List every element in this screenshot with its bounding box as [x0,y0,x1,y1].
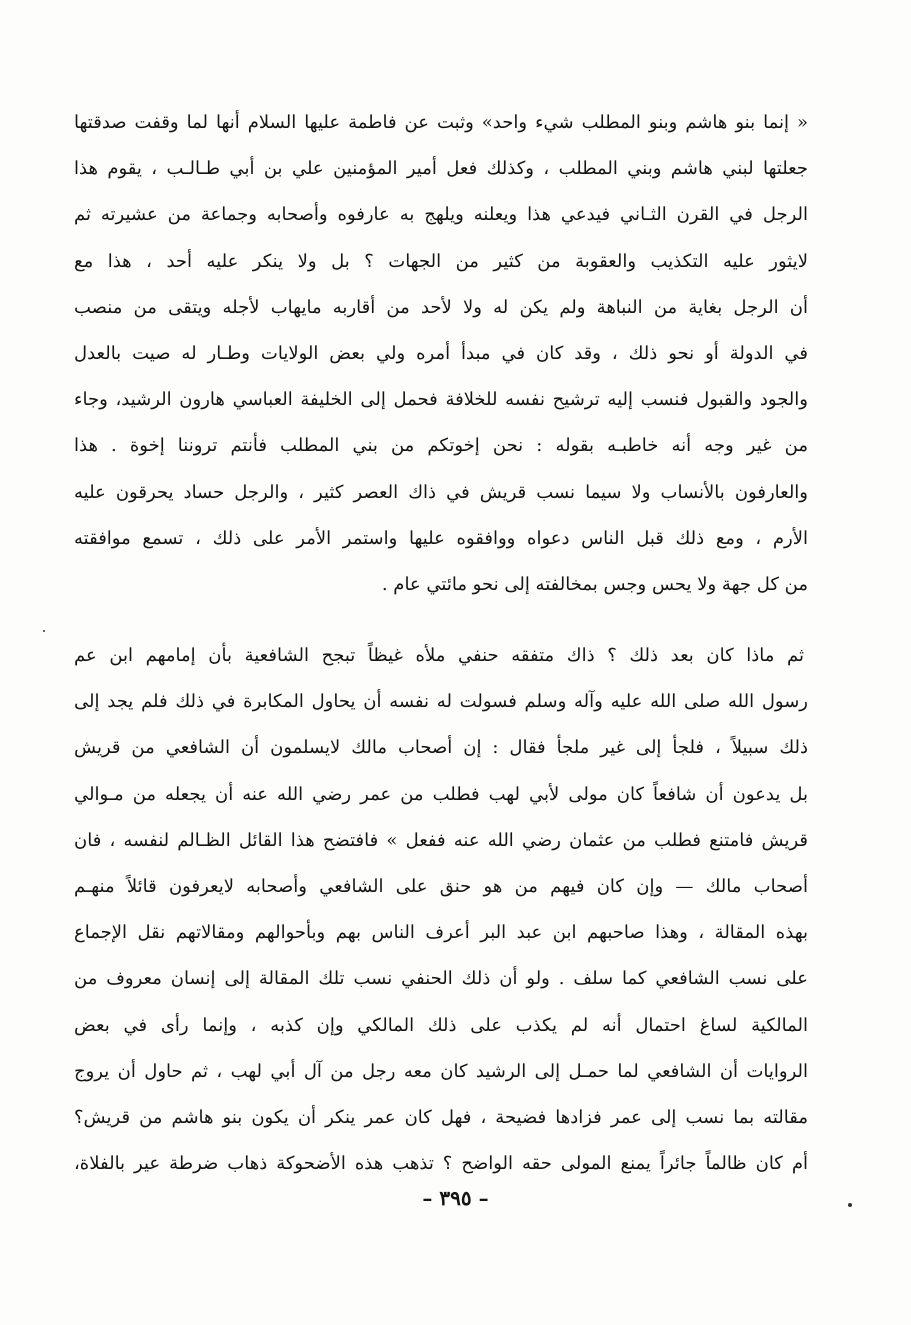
text-line: مقالته بما نسب إلى عمر فزادها فضيحة ، فهل كان عمر ينكر أن يكون بنو هاشم من قريش؟ [74,1106,808,1128]
text-line: « إنما بنو هاشم وبنو المطلب شيء واحد» وثبت عن فاطمة عليها السلام أنها لما وقفت صدقتها [74,112,808,133]
text-line: الرجل في القرن الثـاني فيدعي هذا ويعلنه ويلهج به عارفوه وأصحابه وجماعة من عشيرته ثم [74,204,808,226]
text-line: الروايات أن الشافعي لما حمـل إلى الرشيد كان معه رجل من آل أبي لهب ، ثم حاول أن يروج [74,1060,808,1082]
text-line: جعلتها لبني هاشم وبني المطلب ، وكذلك فعل أمير المؤمنين علي بن أبي طـالـب ، يقوم هذا [74,158,808,180]
text-line: على نسب الشافعي كما سلف . ولو أن ذلك الحنفي نسب تلك المقالة إلى إنسان معروف من [74,968,808,990]
text-line: لايثور عليه التكذيب والعقوبة من كثير من الجهات ؟ بل ولا ينكر عليه أحد ، هذا مع [74,250,808,272]
text-line: الأرم ، ومع ذلك قبل الناس دعواه ووافقوه عليها واستمر الأمر على ذلك ، تسمع موافقته [74,527,808,549]
text-line: بل يدعون أن شافعاً كان مولى لأبي لهب فطلب من عمر رضي الله عنه أن يجعله من مـوالي [74,783,808,805]
text-line: بهذه المقالة ، وهذا صاحبهم ابن عبد البر أعرف الناس بهم وبأحوالهم ومقالاتهم نقل الإجماع [74,922,808,944]
text-line: والعارفون بالأنساب ولا سيما نسب قريش في ذاك العصر كثير ، والرجل حساد يحرقون عليه [74,481,808,503]
scan-speck [848,1203,852,1207]
text-line: أن الرجل بغاية من النباهة ولم يكن له ولا لأحد من أقاربه مايهاب لأجله ويتقى من منصب [74,296,808,318]
text-line: أم كان ظالماً جائراً يمنع المولى حقه الواضح ؟ تذهب هذه الأضحوكة ذهاب ضرطة عير بالفلاة، [74,1153,808,1175]
paragraph-1 [74,100,808,608]
scan-speck [43,630,45,632]
text-line: ثم ماذا كان بعد ذلك ؟ ذاك متفقه حنفي ملأه غيظاً تبجح الشافعية بأن إمامهم ابن عم [74,645,804,666]
text-line: ذلك سبيلاً ، فلجأ إلى غير ملجأ فقال : إن أصحاب مالك لايسلمون أن الشافعي من قريش [74,737,808,759]
page-number: – ٣٩٥ – [422,1186,489,1210]
text-line: رسول الله صلى الله عليه وآله وسلم فسولت له نفسه أن يحاول المكابرة في ذلك فلم يجد إلى [74,691,808,713]
text-line: والجود والقبول فنسب إليه ترشيح نفسه للخلافة فحمل إلى الخليفة العباسي هارون الرشيد، وجاء [74,389,808,411]
paragraph-2 [74,633,808,1187]
text-line: من غير وجه أنه خاطبـه بقوله : نحن إخوتكم من بني المطلب فأنتم تروننا إخوة . هذا [74,435,808,457]
text-line: من كل جهة ولا يحس وجس بمخالفته إلى نحو مائتي عام . [381,573,808,595]
text-line: قريش فامتنع فطلب من عثمان رضي الله عنه ففعل » فافتضح هذا القائل الظـالم لنفسه ، فان [74,829,808,851]
text-line: في الدولة أو نحو ذلك ، وقد كان في مبدأ أمره ولي بعض الولايات وطـار له صيت بالعدل [74,342,808,364]
text-line: أصحاب مالك — وإن كان فيهم من هو حنق على الشافعي وأصحابه لايعرفون قائلاً منهـم [74,875,808,897]
text-line: المالكية لساغ احتمال أنه لم يكذب على ذلك المالكي وإن كذبه ، وإنما رأى في بعض [74,1014,808,1036]
